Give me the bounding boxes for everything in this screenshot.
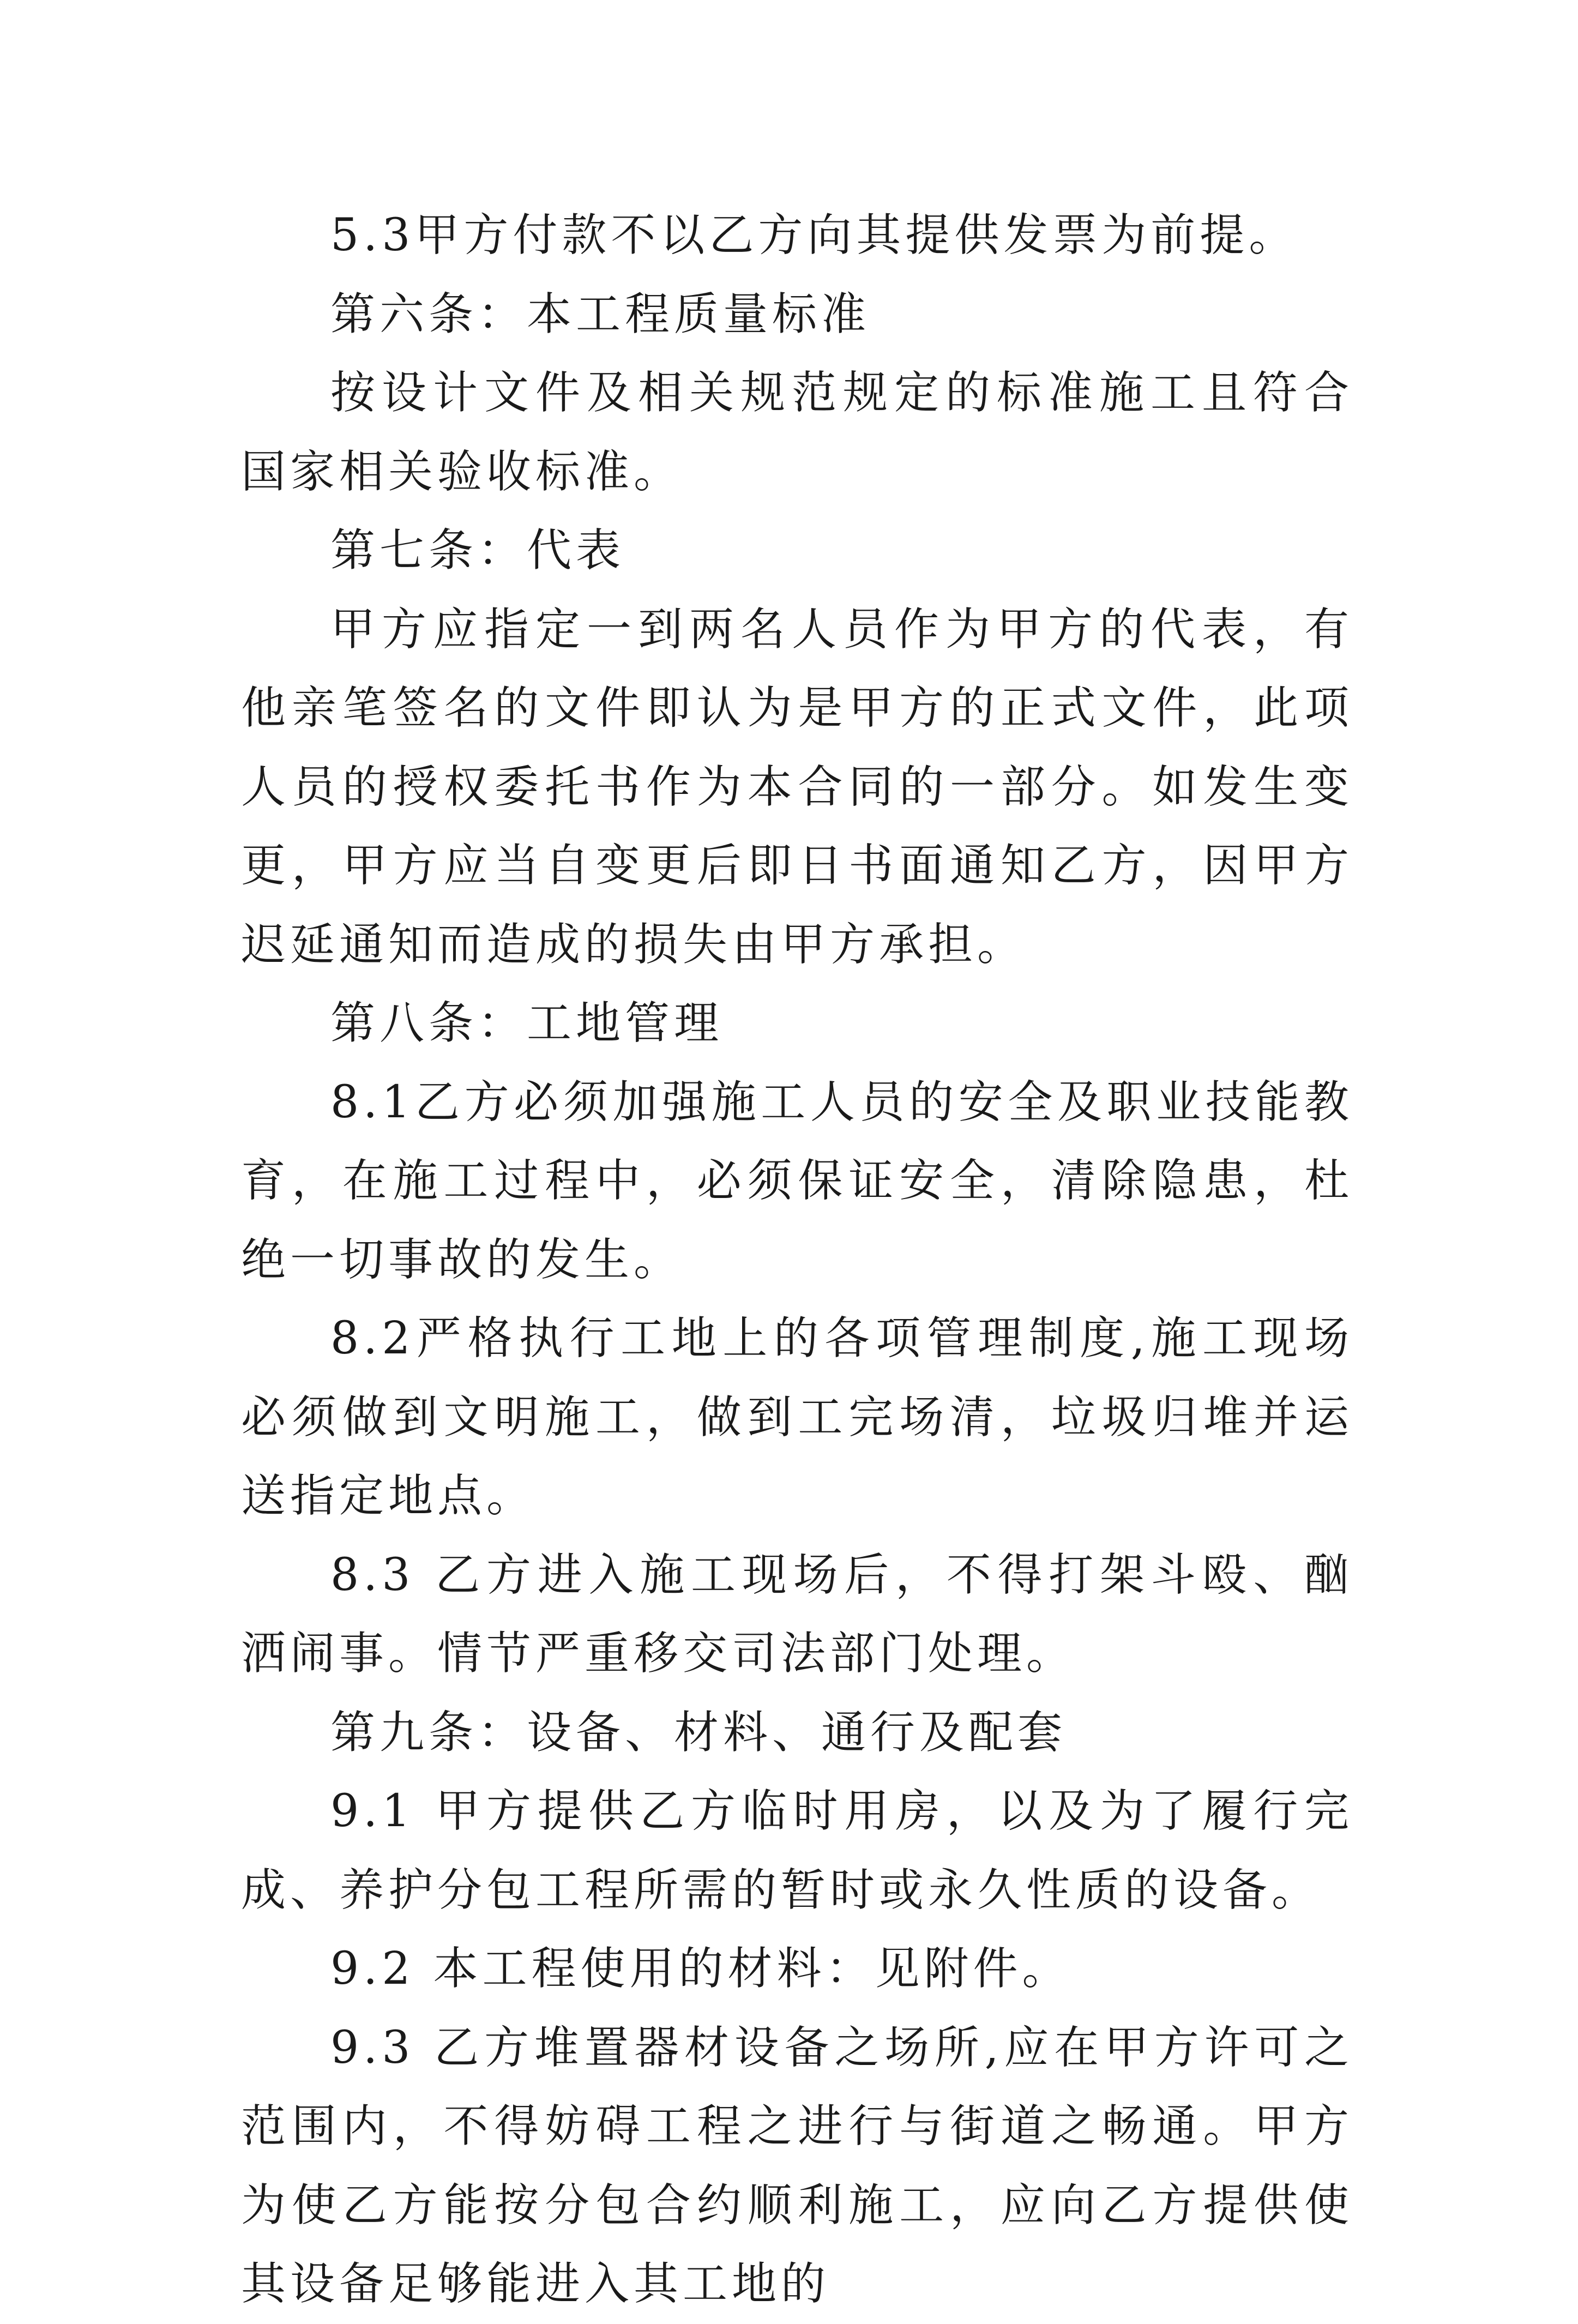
paragraph-9-1: 9.1 甲方提供乙方临时用房，以及为了履行完成、养护分包工程所需的暂时或永久性质的设备。 bbox=[241, 1785, 1353, 1916]
paragraph-article-6-body: 按设计文件及相关规范规定的标准施工且符合国家相关验收标准。 bbox=[241, 367, 1353, 498]
paragraph-9-3: 9.3 乙方堆置器材设备之场所,应在甲方许可之范围内，不得妨碍工程之进行与街道之畅通。甲方为使乙方能按分包合约顺利施工，应向乙方提供使其设备足够能进入其工地的 bbox=[241, 2021, 1353, 2310]
paragraph-8-3: 8.3 乙方进入施工现场后，不得打架斗殴、酗洒闹事。情节严重移交司法部门处理。 bbox=[241, 1549, 1353, 1679]
paragraph-9-2: 9.2 本工程使用的材料：见附件。 bbox=[330, 1943, 1071, 1995]
paragraph-8-1: 8.1乙方必须加强施工人员的安全及职业技能教育，在施工过程中，必须保证安全，清除隐患，杜绝一切事故的发生。 bbox=[241, 1076, 1353, 1286]
paragraph-5-3: 5.3甲方付款不以乙方向其提供发票为前提。 bbox=[330, 209, 1298, 261]
heading-article-8: 第八条：工地管理 bbox=[330, 997, 724, 1049]
heading-article-9: 第九条：设备、材料、通行及配套 bbox=[330, 1706, 1067, 1759]
document-body bbox=[241, 196, 1353, 2324]
heading-article-7: 第七条：代表 bbox=[330, 525, 625, 576]
paragraph-8-2: 8.2严格执行工地上的各项管理制度,施工现场必须做到文明施工，做到工完场清，垃圾归堆并运送指定地点。 bbox=[241, 1312, 1353, 1522]
heading-article-6: 第六条：本工程质量标准 bbox=[330, 288, 871, 340]
paragraph-article-7-body: 甲方应指定一到两名人员作为甲方的代表，有他亲笔签名的文件即认为是甲方的正式文件，此项人员的授权委托书作为本合同的一部分。如发生变更，甲方应当自变更后即日书面通知乙方，因甲方迟延通知而造成的损失由甲方承担。 bbox=[241, 603, 1353, 971]
